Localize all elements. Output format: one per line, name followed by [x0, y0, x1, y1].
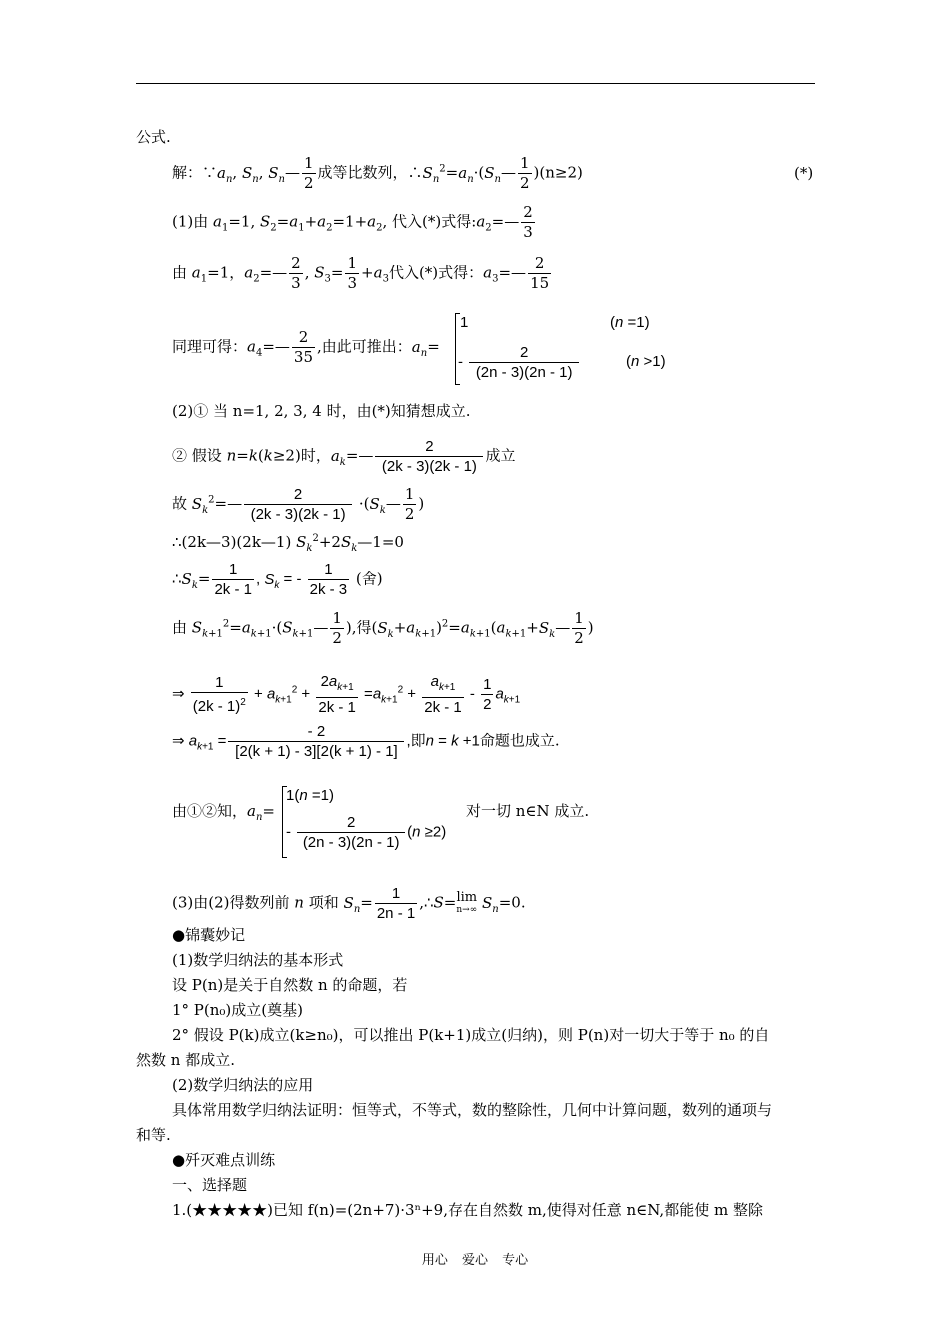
section-heading: ●歼灭难点训练: [172, 1151, 276, 1169]
piecewise-condition: (n >1): [626, 353, 666, 370]
section-heading: ●锦囊妙记: [172, 926, 246, 944]
text-line: 设 P(n)是关于自然数 n 的命题，若: [172, 976, 408, 994]
formula-line: 同理可得：$a_4=—$ $\frac{2}{35}$ ,由此可推出：$a_n=$: [172, 328, 440, 366]
footer-text: 专心: [502, 1253, 529, 1268]
text-line: 1° P(n₀)成立(奠基): [172, 1001, 303, 1019]
piecewise-case: 1: [460, 314, 469, 331]
formula-line: ⇒ $\frac{1}{(2k - 1)^2}$ + $a_{k+1}^2$ + $\frac{2a_{k+1}}{2k - 1}$ $=a_{k+1}^2$ + $\frac{a_{k+1}}{2k - 1}$ - $\frac{1}{2}$ $a_{k+1}$: [172, 673, 521, 716]
text-line: 一、选择题: [172, 1176, 248, 1194]
text-line: 对一切 n∈N 成立.: [466, 802, 590, 820]
formula-line: ⇒ $a_{k+1}$ = $\frac{- 2}{[2(k + 1) - 3][2(k + 1) - 1]}$ ,即n = k +1命题也成立.: [172, 723, 560, 760]
text-line: 公式.: [136, 128, 171, 146]
piecewise-condition: (n =1): [610, 314, 650, 331]
formula-line: ∴(2k—3)(2k—1) $S_k^2+2S_k—1=0$: [172, 533, 404, 554]
formula-line: (1)由 $a_1=1$, $S_2=a_1+a_2=1+a_2$, 代入(*)式得$:a_2=—$ $\frac{2}{3}$: [172, 203, 533, 241]
text-line: 然数 n 都成立.: [136, 1051, 235, 1069]
footer-text: 用心: [421, 1253, 448, 1268]
page-footer: [0, 1249, 950, 1268]
footer-text: 爱心: [461, 1253, 488, 1268]
formula-line: 由①②知，$a_n=$: [172, 802, 275, 823]
equation-tag: (*): [794, 164, 814, 182]
question-line: 1.(★★★★★)已知 f(n)=(2n+7)·3ⁿ+9,存在自然数 m,使得对任意 n∈N,都能使 m 整除: [172, 1201, 763, 1219]
formula-line: ② 假设 n=k(k≥2)时，$a_k=—$ $\frac{2}{(2k - 3)(2k - 1)}$ 成立: [172, 438, 516, 475]
formula-line: 故 $S_k^2=—$ $\frac{2}{(2k - 3)(2k - 1)}$ $\cdot(S_k—$ $\frac{1}{2}$ ): [172, 485, 425, 523]
formula-line: 由 $a_1=1$，$a_2=—$ $\frac{2}{3}$ , $S_3=$ $\frac{1}{3}$ $+a_3$代入(*)式得：$a_3=—$ $\frac{2}{15}$: [172, 254, 550, 292]
formula-line: $\therefore S_k=$ $\frac{1}{2k - 1}$ , $S_k$ = - $\frac{1}{2k - 3}$ (舍): [172, 561, 383, 598]
formula-line: (3)由(2)得数列前 n 项和 $S_n=$ $\frac{1}{2n - 1}$ ,∴S= lim n→∞ $S_n=0$.: [172, 885, 526, 922]
formula-line: 解：$\because a_n$, $S_n$, $S_n—$ $\frac{1}{2}$ 成等比数列，$\therefore S_n^2=a_n\cdot(S_n—$ $\frac{1}{2}$ )(n≥2): [172, 154, 583, 192]
piecewise-case: - $\frac{2}{(2n - 3)(2n - 1)}$ (n ≥2): [286, 814, 447, 851]
piecewise-case: - $\frac{2}{(2n - 3)(2n - 1)}$: [458, 343, 581, 382]
text-line: (2)① 当 n=1, 2, 3, 4 时，由(*)知猜想成立.: [172, 402, 471, 420]
piecewise-case: 1(n =1): [286, 787, 334, 804]
text-line: 2° 假设 P(k)成立(k≥n₀)，可以推出 P(k+1)成立(归纳)，则 P(n)对一切大于等于 n₀ 的自: [172, 1026, 770, 1044]
text-line: (2)数学归纳法的应用: [172, 1076, 314, 1094]
header-rule: [136, 83, 815, 84]
text-line: 具体常用数学归纳法证明：恒等式，不等式，数的整除性，几何中计算问题，数列的通项与: [172, 1101, 773, 1119]
text-line: (1)数学归纳法的基本形式: [172, 951, 344, 969]
formula-line: 由 $S_{k+1}^2=a_{k+1}\cdot(S_{k+1}—$ $\frac{1}{2}$ ),得$(S_k+a_{k+1})^2=a_{k+1}(a_{k+1}+S_k—$ $\frac{1}{2}$ ): [172, 609, 594, 647]
text-line: 和等.: [136, 1126, 171, 1144]
